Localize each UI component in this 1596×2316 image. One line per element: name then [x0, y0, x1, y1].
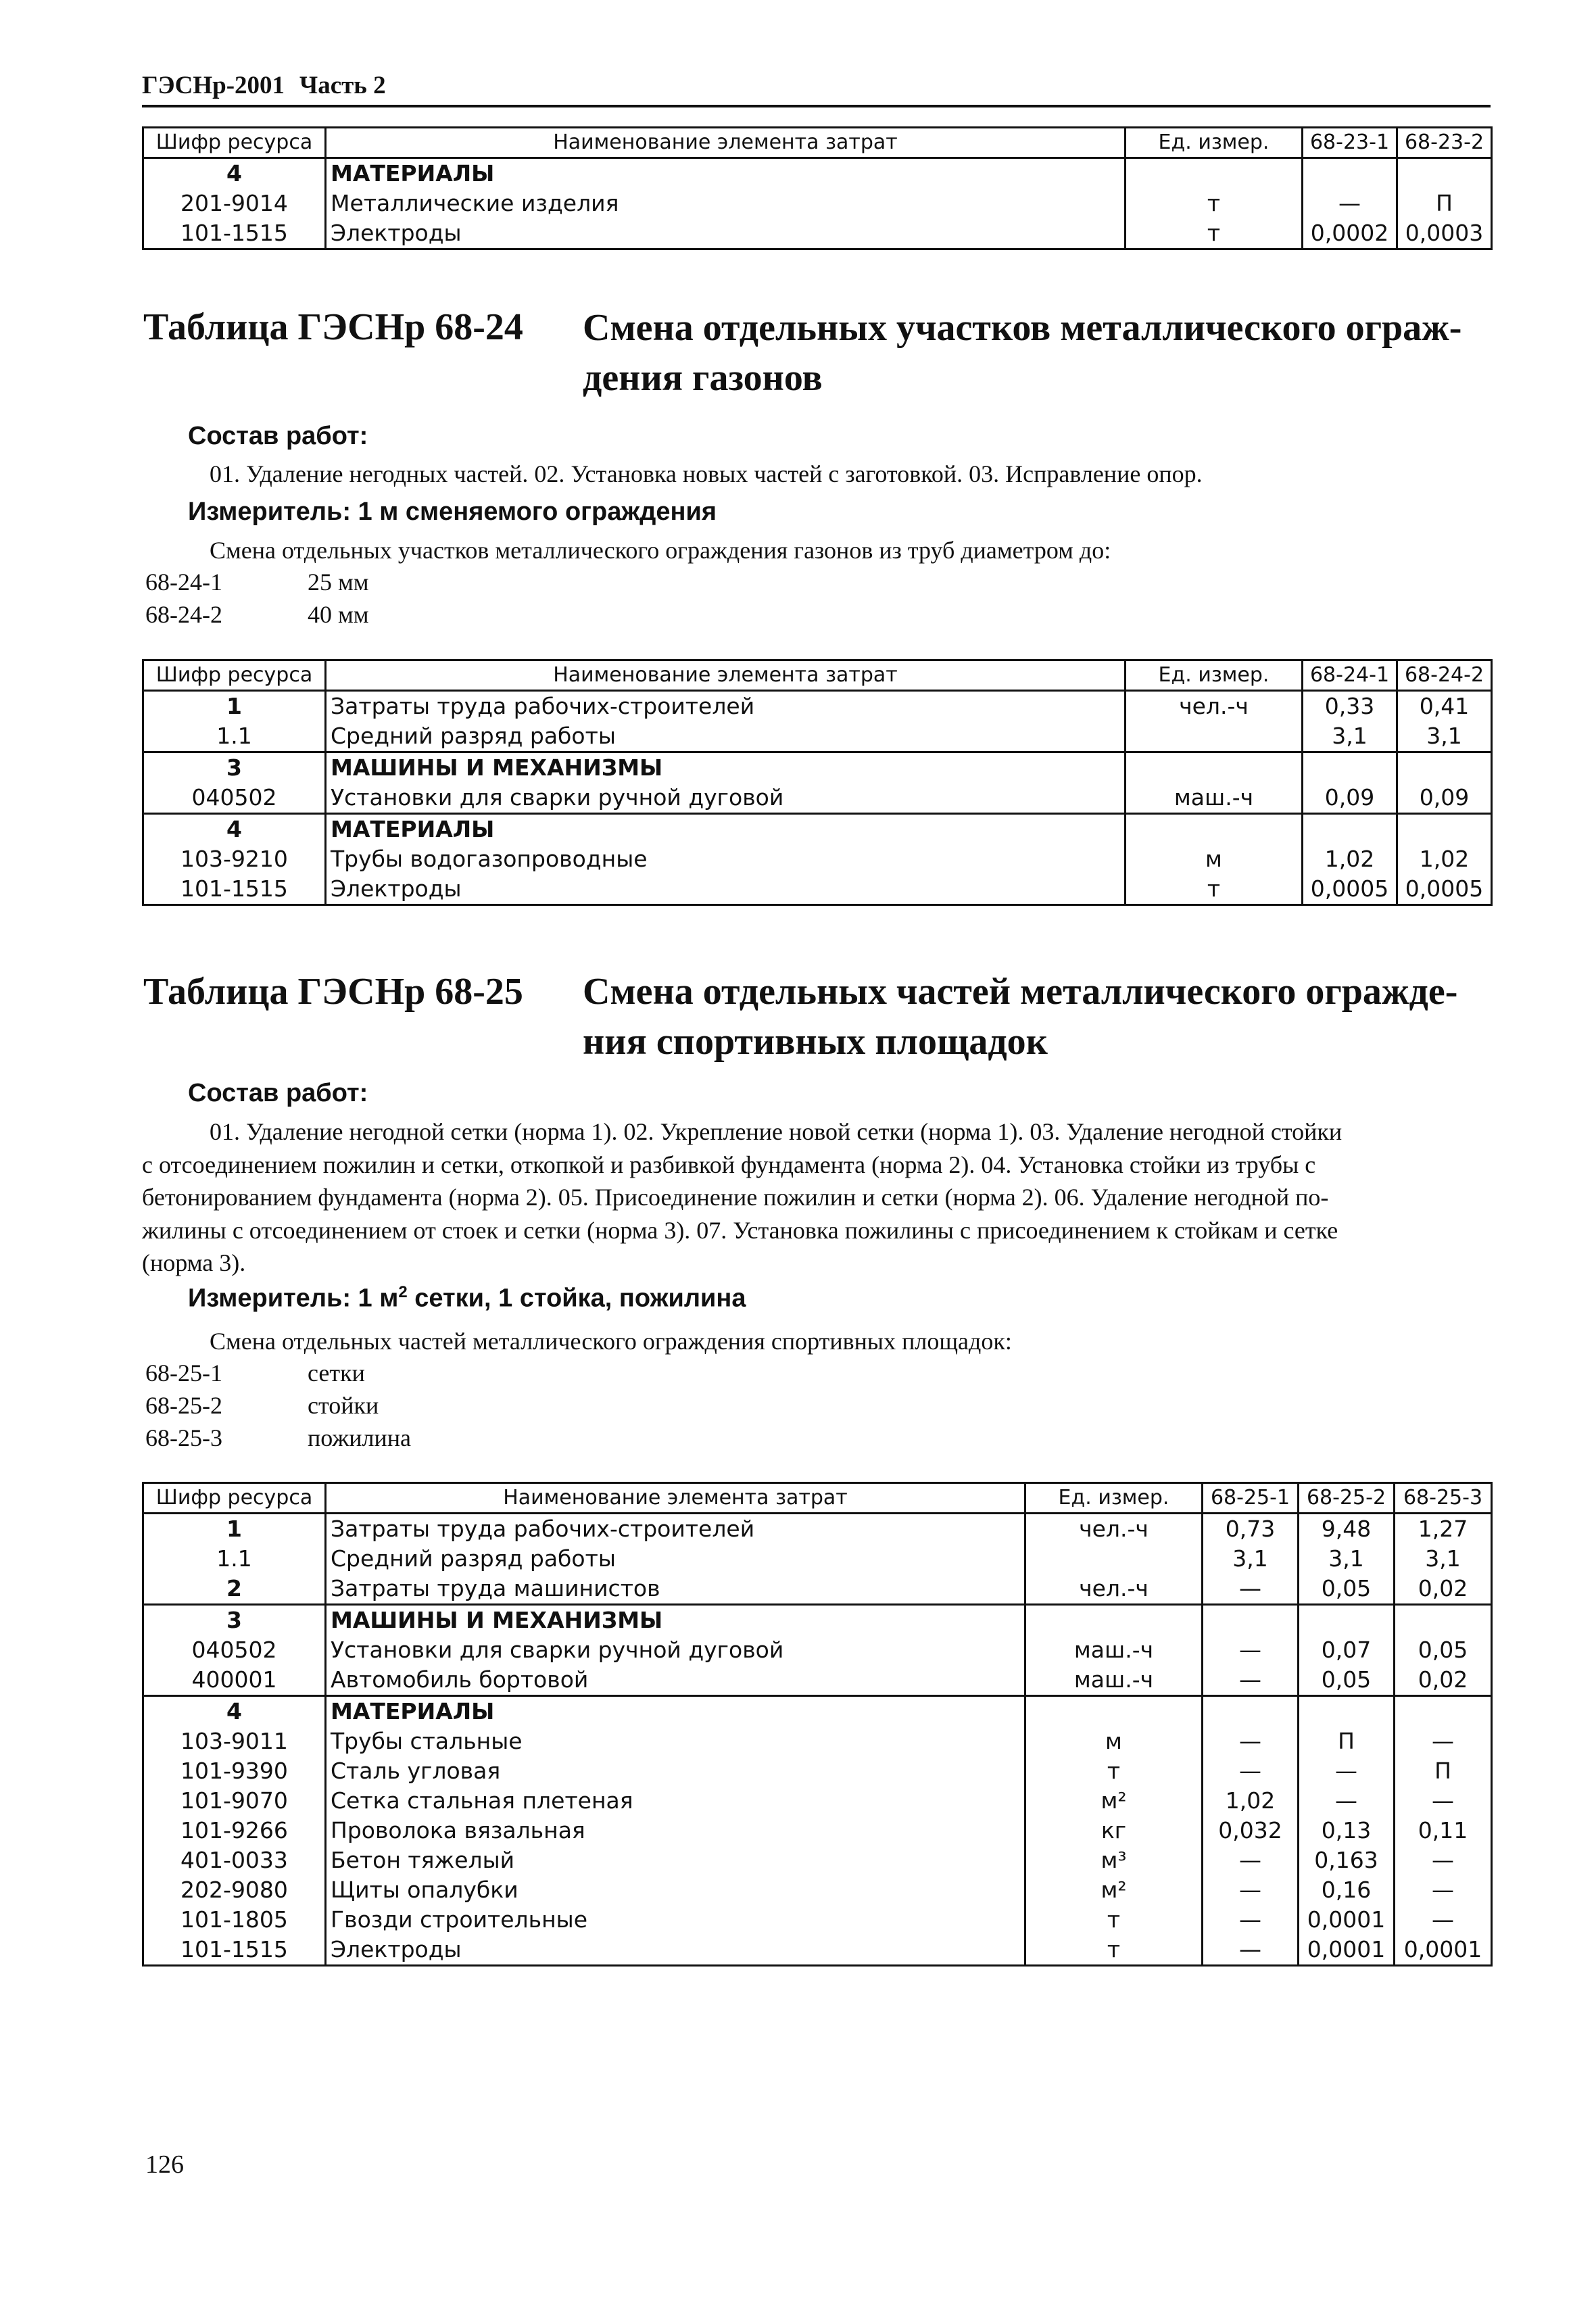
- variant-line: [145, 1391, 379, 1420]
- meter-prefix: Измеритель: 1 м: [188, 1284, 399, 1313]
- unit-cell: [1126, 158, 1303, 189]
- unit-cell: чел.-ч: [1126, 691, 1303, 722]
- norm-value-cell: 0,41: [1397, 691, 1492, 722]
- norm-value-cell: 3,1: [1303, 721, 1397, 752]
- variant-code: 68-24-2: [145, 601, 222, 628]
- unit-cell: т: [1025, 1756, 1203, 1786]
- resource-code-cell: 400001: [143, 1665, 326, 1696]
- table-row: [143, 1845, 1492, 1875]
- norm-value-cell: —: [1203, 1727, 1299, 1756]
- variant-text: 40 мм: [308, 601, 369, 628]
- column-header: 68-25-2: [1299, 1483, 1395, 1514]
- resource-code-cell: 101-9390: [143, 1756, 326, 1786]
- table-row: [143, 1514, 1492, 1545]
- norm-value-cell: 1,02: [1303, 844, 1397, 874]
- table-header-row: [143, 1483, 1492, 1514]
- norm-value-cell: П: [1395, 1756, 1492, 1786]
- composition-heading: Состав работ:: [188, 422, 368, 450]
- variants-intro: Смена отдельных участков металлического ограждения газонов из труб диаметром до:: [210, 537, 1111, 564]
- cost-element-name-cell: Проволока вязальная: [326, 1816, 1025, 1845]
- cost-element-name-cell: Затраты труда рабочих-строителей: [326, 1514, 1025, 1545]
- norm-value-cell: —: [1203, 1905, 1299, 1935]
- cost-element-name-cell: МАТЕРИАЛЫ: [326, 814, 1126, 845]
- norm-value-cell: 1,27: [1395, 1514, 1492, 1545]
- unit-cell: маш.-ч: [1025, 1635, 1203, 1665]
- resource-code-cell: 103-9011: [143, 1727, 326, 1756]
- norm-value-cell: 0,02: [1395, 1574, 1492, 1605]
- page-number: 126: [145, 2150, 184, 2179]
- norm-value-cell: 0,09: [1397, 783, 1492, 814]
- cost-element-name-cell: Щиты опалубки: [326, 1875, 1025, 1905]
- cost-element-name-cell: Сетка стальная плетеная: [326, 1786, 1025, 1816]
- table-description-68-24: [583, 303, 1461, 403]
- header-part: Часть 2: [299, 72, 386, 99]
- norm-value-cell: 1,02: [1397, 844, 1492, 874]
- resource-code-cell: 201-9014: [143, 189, 326, 218]
- table-row: [143, 1696, 1492, 1727]
- composition-heading: Состав работ:: [188, 1079, 368, 1107]
- table-row: [143, 1544, 1492, 1574]
- cost-element-name-cell: Бетон тяжелый: [326, 1845, 1025, 1875]
- column-header: 68-25-3: [1395, 1483, 1492, 1514]
- unit-cell: [1126, 814, 1303, 845]
- norm-value-cell: —: [1395, 1875, 1492, 1905]
- norm-value-cell: 0,0003: [1397, 218, 1492, 249]
- cost-element-name-cell: Металлические изделия: [326, 189, 1126, 218]
- resource-table-68-24: [142, 659, 1493, 906]
- resource-code-cell: 4: [143, 814, 326, 845]
- norm-value-cell: [1397, 752, 1492, 783]
- norm-value-cell: [1303, 158, 1397, 189]
- meter-heading: Измеритель: 1 м сменяемого ограждения: [188, 498, 717, 526]
- cost-element-name-cell: Средний разряд работы: [326, 721, 1126, 752]
- table-row: [143, 814, 1492, 845]
- cost-element-name-cell: Установки для сварки ручной дуговой: [326, 783, 1126, 814]
- cost-element-name-cell: Автомобиль бортовой: [326, 1665, 1025, 1696]
- cost-element-name-cell: Электроды: [326, 218, 1126, 249]
- resource-code-cell: 3: [143, 752, 326, 783]
- table-row: [143, 1665, 1492, 1696]
- table-row: [143, 752, 1492, 783]
- variant-code: 68-25-3: [145, 1424, 222, 1451]
- table-row: [143, 691, 1492, 722]
- norm-value-cell: 3,1: [1299, 1544, 1395, 1574]
- unit-cell: т: [1126, 874, 1303, 905]
- variant-line: [145, 1359, 365, 1387]
- table-row: [143, 1875, 1492, 1905]
- unit-cell: м: [1025, 1727, 1203, 1756]
- unit-cell: чел.-ч: [1025, 1514, 1203, 1545]
- table-header-row: [143, 660, 1492, 691]
- running-header: [142, 71, 1491, 107]
- resource-code-cell: 103-9210: [143, 844, 326, 874]
- norm-value-cell: 0,0001: [1299, 1905, 1395, 1935]
- norm-value-cell: —: [1203, 1845, 1299, 1875]
- norm-value-cell: 9,48: [1299, 1514, 1395, 1545]
- unit-cell: [1126, 752, 1303, 783]
- table-row: [143, 158, 1492, 189]
- table-title-68-25: Таблица ГЭСНр 68-25: [143, 971, 523, 1013]
- meter-superscript: 2: [398, 1283, 408, 1301]
- composition-text: 01. Удаление негодных частей. 02. Установка новых частей с заготовкой. 03. Исправление опор.: [210, 460, 1203, 487]
- unit-cell: кг: [1025, 1816, 1203, 1845]
- cost-element-name-cell: Затраты труда рабочих-строителей: [326, 691, 1126, 722]
- norm-value-cell: [1203, 1605, 1299, 1636]
- unit-cell: т: [1126, 218, 1303, 249]
- table-row: [143, 1905, 1492, 1935]
- table-row: [143, 218, 1492, 249]
- column-header: 68-23-2: [1397, 128, 1492, 158]
- unit-cell: т: [1025, 1935, 1203, 1966]
- norm-value-cell: [1299, 1696, 1395, 1727]
- composition-line: жилины с отсоединением от стоек и сетки (норма 3). 07. Установка пожилины с присоединением к стойкам и сетке: [142, 1216, 1338, 1244]
- norm-value-cell: —: [1299, 1756, 1395, 1786]
- norm-value-cell: 0,07: [1299, 1635, 1395, 1665]
- unit-cell: [1025, 1696, 1203, 1727]
- resource-code-cell: 202-9080: [143, 1875, 326, 1905]
- norm-value-cell: [1303, 814, 1397, 845]
- norm-value-cell: —: [1395, 1905, 1492, 1935]
- resource-code-cell: 101-1515: [143, 874, 326, 905]
- norm-value-cell: 0,0001: [1395, 1935, 1492, 1966]
- norm-value-cell: 0,11: [1395, 1816, 1492, 1845]
- norm-value-cell: 0,0005: [1303, 874, 1397, 905]
- norm-value-cell: —: [1303, 189, 1397, 218]
- table-title-68-24: Таблица ГЭСНр 68-24: [143, 306, 523, 348]
- norm-value-cell: П: [1299, 1727, 1395, 1756]
- variant-code: 68-25-1: [145, 1359, 222, 1386]
- cost-element-name-cell: Трубы стальные: [326, 1727, 1025, 1756]
- cost-element-name-cell: Установки для сварки ручной дуговой: [326, 1635, 1025, 1665]
- norm-value-cell: —: [1203, 1635, 1299, 1665]
- norm-value-cell: 0,73: [1203, 1514, 1299, 1545]
- unit-cell: т: [1126, 189, 1303, 218]
- variant-line: [145, 1424, 411, 1452]
- header-code: ГЭСНр-2001: [142, 72, 285, 99]
- column-header: 68-24-1: [1303, 660, 1397, 691]
- unit-cell: маш.-ч: [1025, 1665, 1203, 1696]
- table-row: [143, 1635, 1492, 1665]
- description-line: ния спортивных площадок: [583, 1021, 1048, 1063]
- norm-value-cell: 0,02: [1395, 1665, 1492, 1696]
- norm-value-cell: 0,0005: [1397, 874, 1492, 905]
- norm-value-cell: [1303, 752, 1397, 783]
- variant-code: 68-24-1: [145, 569, 222, 596]
- resource-code-cell: 2: [143, 1574, 326, 1605]
- unit-cell: м: [1126, 844, 1303, 874]
- composition-line: (норма 3).: [142, 1249, 246, 1276]
- norm-value-cell: —: [1203, 1756, 1299, 1786]
- cost-element-name-cell: МАШИНЫ И МЕХАНИЗМЫ: [326, 752, 1126, 783]
- unit-cell: т: [1025, 1905, 1203, 1935]
- resource-code-cell: 4: [143, 158, 326, 189]
- variant-text: стойки: [308, 1392, 379, 1419]
- resource-code-cell: 1: [143, 691, 326, 722]
- norm-value-cell: —: [1395, 1727, 1492, 1756]
- resource-code-cell: 3: [143, 1605, 326, 1636]
- variant-line: [145, 600, 369, 629]
- norm-value-cell: 0,13: [1299, 1816, 1395, 1845]
- cost-element-name-cell: Трубы водогазопроводные: [326, 844, 1126, 874]
- column-header: Шифр ресурса: [143, 660, 326, 691]
- description-line: Смена отдельных участков металлического ограж-: [583, 307, 1462, 349]
- norm-value-cell: —: [1203, 1574, 1299, 1605]
- norm-value-cell: 0,05: [1299, 1574, 1395, 1605]
- norm-value-cell: 3,1: [1203, 1544, 1299, 1574]
- norm-value-cell: —: [1395, 1786, 1492, 1816]
- unit-cell: чел.-ч: [1025, 1574, 1203, 1605]
- table-row: [143, 1935, 1492, 1966]
- composition-line: с отсоединением пожилин и сетки, откопкой и разбивкой фундамента (норма 2). 04. Установка стойки из трубы с: [142, 1151, 1316, 1178]
- resource-code-cell: 101-1515: [143, 218, 326, 249]
- norm-value-cell: 0,16: [1299, 1875, 1395, 1905]
- resource-code-cell: 101-9266: [143, 1816, 326, 1845]
- resource-code-cell: 101-9070: [143, 1786, 326, 1816]
- norm-value-cell: [1395, 1605, 1492, 1636]
- column-header: 68-24-2: [1397, 660, 1492, 691]
- column-header: Наименование элемента затрат: [326, 128, 1126, 158]
- table-row: [143, 1756, 1492, 1786]
- table-row: [143, 783, 1492, 814]
- composition-line: бетонированием фундамента (норма 2). 05. Присоединение пожилин и сетки (норма 2). 06. Удаление негодной по-: [142, 1184, 1329, 1211]
- norm-value-cell: [1397, 814, 1492, 845]
- cost-element-name-cell: Средний разряд работы: [326, 1544, 1025, 1574]
- norm-value-cell: [1203, 1696, 1299, 1727]
- table-row: [143, 844, 1492, 874]
- resource-table-68-23: [142, 126, 1493, 250]
- norm-value-cell: —: [1203, 1875, 1299, 1905]
- variant-line: [145, 568, 369, 596]
- table-row: [143, 1816, 1492, 1845]
- column-header: Наименование элемента затрат: [326, 660, 1126, 691]
- norm-value-cell: 0,163: [1299, 1845, 1395, 1875]
- norm-value-cell: —: [1203, 1665, 1299, 1696]
- table-row: [143, 874, 1492, 905]
- norm-value-cell: —: [1203, 1935, 1299, 1966]
- column-header: Шифр ресурса: [143, 1483, 326, 1514]
- resource-table-68-25: [142, 1482, 1493, 1967]
- column-header: 68-25-1: [1203, 1483, 1299, 1514]
- norm-value-cell: 3,1: [1395, 1544, 1492, 1574]
- resource-code-cell: 1: [143, 1514, 326, 1545]
- column-header: Ед. измер.: [1025, 1483, 1203, 1514]
- column-header: 68-23-1: [1303, 128, 1397, 158]
- cost-element-name-cell: Гвозди строительные: [326, 1905, 1025, 1935]
- meter-heading: [188, 1283, 746, 1313]
- norm-value-cell: 0,05: [1395, 1635, 1492, 1665]
- table-header-row: [143, 128, 1492, 158]
- unit-cell: [1126, 721, 1303, 752]
- cost-element-name-cell: МАТЕРИАЛЫ: [326, 158, 1126, 189]
- cost-element-name-cell: Сталь угловая: [326, 1756, 1025, 1786]
- resource-code-cell: 1.1: [143, 1544, 326, 1574]
- unit-cell: м²: [1025, 1875, 1203, 1905]
- composition-line: 01. Удаление негодной сетки (норма 1). 02. Укрепление новой сетки (норма 1). 03. Удаление негодной стойки: [210, 1118, 1343, 1145]
- cost-element-name-cell: МАШИНЫ И МЕХАНИЗМЫ: [326, 1605, 1025, 1636]
- cost-element-name-cell: МАТЕРИАЛЫ: [326, 1696, 1025, 1727]
- norm-value-cell: 0,05: [1299, 1665, 1395, 1696]
- resource-code-cell: 040502: [143, 1635, 326, 1665]
- norm-value-cell: 0,0001: [1299, 1935, 1395, 1966]
- table-row: [143, 1786, 1492, 1816]
- cost-element-name-cell: Электроды: [326, 1935, 1025, 1966]
- resource-code-cell: 101-1515: [143, 1935, 326, 1966]
- norm-value-cell: 3,1: [1397, 721, 1492, 752]
- variants-intro: Смена отдельных частей металлического ограждения спортивных площадок:: [210, 1328, 1012, 1355]
- description-line: Смена отдельных частей металлического огражде-: [583, 971, 1458, 1013]
- column-header: Ед. измер.: [1126, 660, 1303, 691]
- cost-element-name-cell: Электроды: [326, 874, 1126, 905]
- table-row: [143, 189, 1492, 218]
- column-header: Наименование элемента затрат: [326, 1483, 1025, 1514]
- variant-text: сетки: [308, 1359, 365, 1386]
- norm-value-cell: [1299, 1605, 1395, 1636]
- table-row: [143, 1574, 1492, 1605]
- norm-value-cell: П: [1397, 189, 1492, 218]
- unit-cell: м³: [1025, 1845, 1203, 1875]
- cost-element-name-cell: Затраты труда машинистов: [326, 1574, 1025, 1605]
- resource-code-cell: 1.1: [143, 721, 326, 752]
- resource-code-cell: 401-0033: [143, 1845, 326, 1875]
- column-header: Шифр ресурса: [143, 128, 326, 158]
- norm-value-cell: 0,09: [1303, 783, 1397, 814]
- norm-value-cell: 0,0002: [1303, 218, 1397, 249]
- table-description-68-25: [583, 967, 1457, 1067]
- composition-text: [142, 1115, 1491, 1280]
- norm-value-cell: 0,33: [1303, 691, 1397, 722]
- norm-value-cell: 1,02: [1203, 1786, 1299, 1816]
- resource-code-cell: 040502: [143, 783, 326, 814]
- table-row: [143, 1605, 1492, 1636]
- resource-code-cell: 101-1805: [143, 1905, 326, 1935]
- table-row: [143, 1727, 1492, 1756]
- variant-text: 25 мм: [308, 569, 369, 596]
- description-line: дения газонов: [583, 357, 823, 399]
- unit-cell: маш.-ч: [1126, 783, 1303, 814]
- column-header: Ед. измер.: [1126, 128, 1303, 158]
- unit-cell: м²: [1025, 1786, 1203, 1816]
- unit-cell: [1025, 1544, 1203, 1574]
- resource-code-cell: 4: [143, 1696, 326, 1727]
- unit-cell: [1025, 1605, 1203, 1636]
- meter-suffix: сетки, 1 стойка, пожилина: [407, 1284, 746, 1313]
- table-row: [143, 721, 1492, 752]
- norm-value-cell: —: [1299, 1786, 1395, 1816]
- norm-value-cell: [1397, 158, 1492, 189]
- norm-value-cell: 0,032: [1203, 1816, 1299, 1845]
- variant-code: 68-25-2: [145, 1392, 222, 1419]
- norm-value-cell: [1395, 1696, 1492, 1727]
- norm-value-cell: —: [1395, 1845, 1492, 1875]
- variant-text: пожилина: [308, 1424, 411, 1451]
